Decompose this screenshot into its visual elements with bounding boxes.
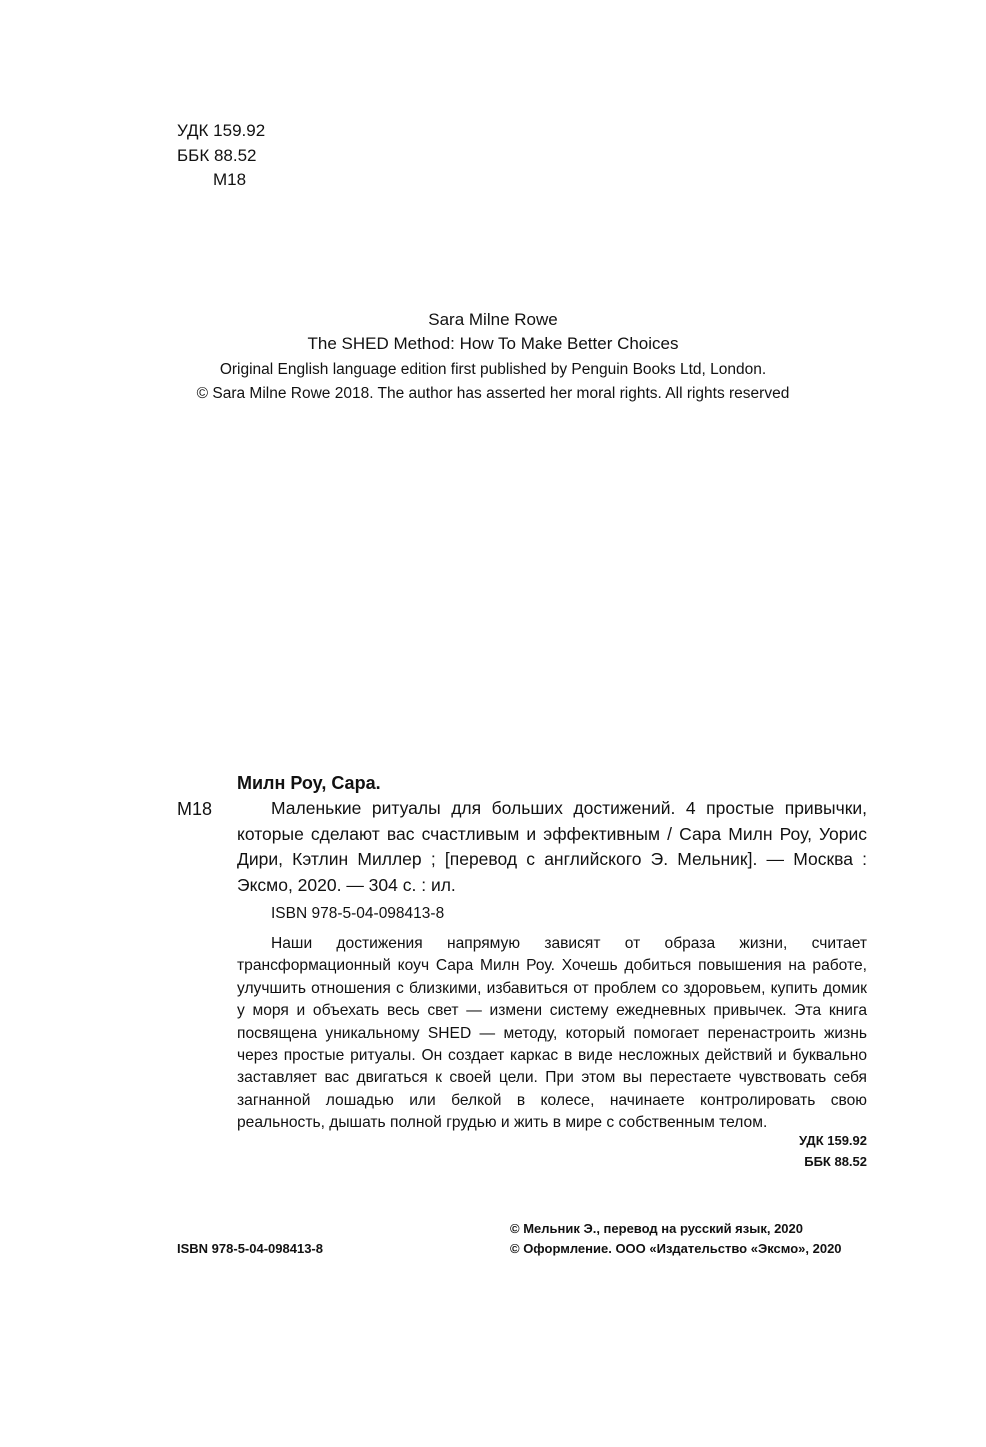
- original-title: The SHED Method: How To Make Better Choices: [307, 334, 679, 353]
- udk-code: УДК 159.92: [177, 121, 266, 140]
- catalog-description: Маленькие ритуалы для больших достижений. 4 простые привычки, которые сделают вас счастливым и эффективным / Сара Милн Роу, Уорис Дири, Кэтлин Миллер ; [перевод с английского Э. Мельник]. — Москва : Эксмо, 2020. — 304 с. : ил.: [237, 798, 867, 895]
- abstract-text: Наши достижения напрямую зависят от образа жизни, считает трансформационный коуч Сара Милн Роу. Хочешь добиться повышения на работе, улучшить отношения с близкими, избавиться от проблем со здоровьем, купить домик у моря и объехать весь свет — измени систему ежедневных привычек. Эта книга посвящена уникальному SHED — методу, который помогает перенастроить жизнь через простые ритуалы. Он создает каркас в виде несложных действий и буквально заставляет вас двигаться к своей цели. При этом вы перестаете чувствовать себя загнанной лошадью или белкой в колесе, начинаете контролировать свою реальность, дышать полной грудью и жить в мире с собственным телом.: [237, 935, 867, 1132]
- bottom-udk-code: УДК 159.92: [799, 1133, 867, 1148]
- catalog-heading: Милн Роу, Сара.: [237, 773, 381, 793]
- catalog-isbn: ISBN 978-5-04-098413-8: [271, 905, 445, 922]
- original-copyright: © Sara Milne Rowe 2018. The author has asserted her moral rights. All rights reserved: [196, 385, 790, 402]
- catalog-mark: М18: [177, 799, 213, 819]
- original-author: Sara Milne Rowe: [428, 310, 558, 329]
- translation-copyright: © Мельник Э., перевод на русский язык, 2020: [510, 1221, 803, 1236]
- publication-note: Original English language edition first published by Penguin Books Ltd, London.: [219, 361, 767, 378]
- author-mark: М18: [213, 170, 247, 189]
- footer-isbn: ISBN 978-5-04-098413-8: [177, 1241, 323, 1256]
- bottom-bbk-code: ББК 88.52: [804, 1154, 867, 1169]
- design-copyright: © Оформление. ООО «Издательство «Эксмо», 2020: [510, 1241, 842, 1256]
- bbk-code: ББК 88.52: [177, 146, 257, 165]
